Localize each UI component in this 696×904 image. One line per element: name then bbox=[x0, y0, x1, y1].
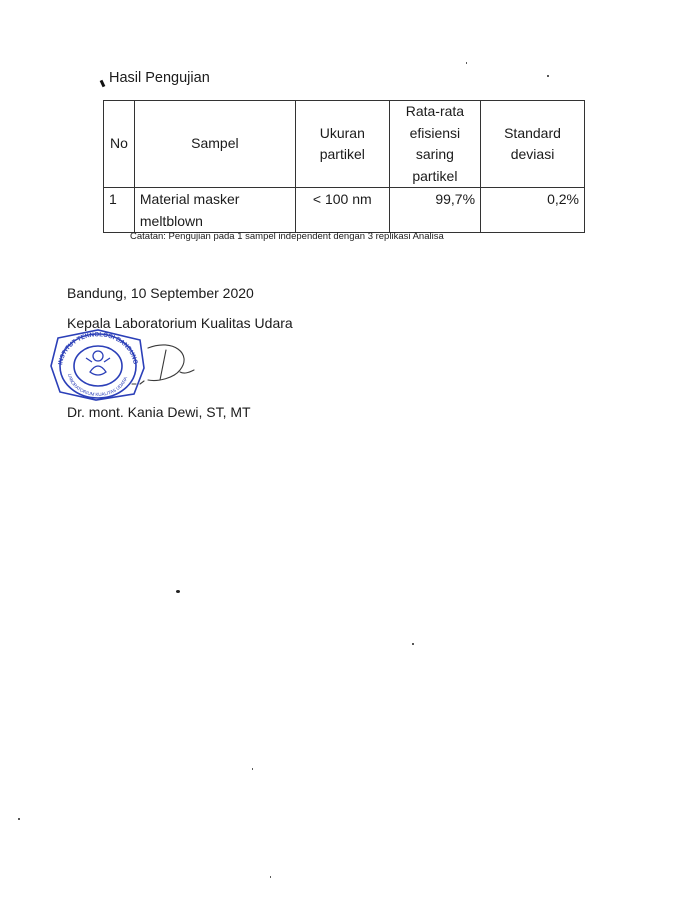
header-ukuran-line-1: Ukuran bbox=[319, 124, 365, 141]
header-rata-line-1: Rata-rata bbox=[405, 103, 465, 119]
header-rata-line-2: efisiensi bbox=[409, 124, 461, 141]
cell-sampel-line-1: Material masker bbox=[139, 191, 240, 207]
table-row bbox=[104, 188, 585, 233]
table-header-row bbox=[104, 101, 585, 188]
bullet-mark bbox=[100, 80, 106, 88]
header-rata-line-4: partikel bbox=[412, 167, 458, 184]
header-ukuran-line-2: partikel bbox=[319, 146, 365, 162]
cell-sampel bbox=[134, 188, 295, 233]
scan-speck bbox=[547, 75, 549, 77]
stamp-inner-text: LABORATORIUM KUALITAS UDARA bbox=[67, 373, 129, 398]
header-rata-rata-efisiensi bbox=[389, 101, 480, 188]
scan-speck bbox=[252, 768, 253, 770]
scan-speck bbox=[176, 590, 180, 593]
table-note: Catatan: Pengujian pada 1 sampel independent dengan 3 replikasi Analisa bbox=[130, 231, 444, 242]
cell-ukuran: < 100 nm bbox=[295, 188, 389, 233]
results-table bbox=[103, 100, 585, 233]
ganesha-emblem-icon bbox=[86, 351, 110, 375]
header-standard-line-2: deviasi bbox=[510, 146, 555, 162]
signature-icon bbox=[118, 340, 208, 395]
signatory-role: Kepala Laboratorium Kualitas Udara bbox=[67, 315, 293, 331]
section-title: Hasil Pengujian bbox=[109, 70, 210, 86]
cell-sampel-line-2: meltblown bbox=[139, 212, 203, 229]
header-no: No bbox=[104, 101, 135, 188]
signatory-name: Dr. mont. Kania Dewi, ST, MT bbox=[67, 404, 251, 420]
scan-speck bbox=[18, 818, 20, 820]
header-standard-deviasi bbox=[481, 101, 585, 188]
cell-standard: 0,2% bbox=[481, 188, 585, 233]
cell-rata: 99,7% bbox=[389, 188, 480, 233]
header-ukuran-partikel bbox=[295, 101, 389, 188]
header-standard-line-1: Standard bbox=[504, 124, 561, 141]
cell-no: 1 bbox=[104, 188, 135, 233]
stamp-outer-text: INSTITUT TEKNOLOGI BANDUNG bbox=[57, 331, 139, 366]
scan-speck bbox=[412, 643, 414, 645]
scan-speck bbox=[466, 62, 467, 64]
scan-speck bbox=[270, 876, 271, 878]
date-line: Bandung, 10 September 2020 bbox=[67, 285, 254, 301]
header-rata-line-3: saring bbox=[415, 146, 454, 162]
header-sampel: Sampel bbox=[134, 101, 295, 188]
